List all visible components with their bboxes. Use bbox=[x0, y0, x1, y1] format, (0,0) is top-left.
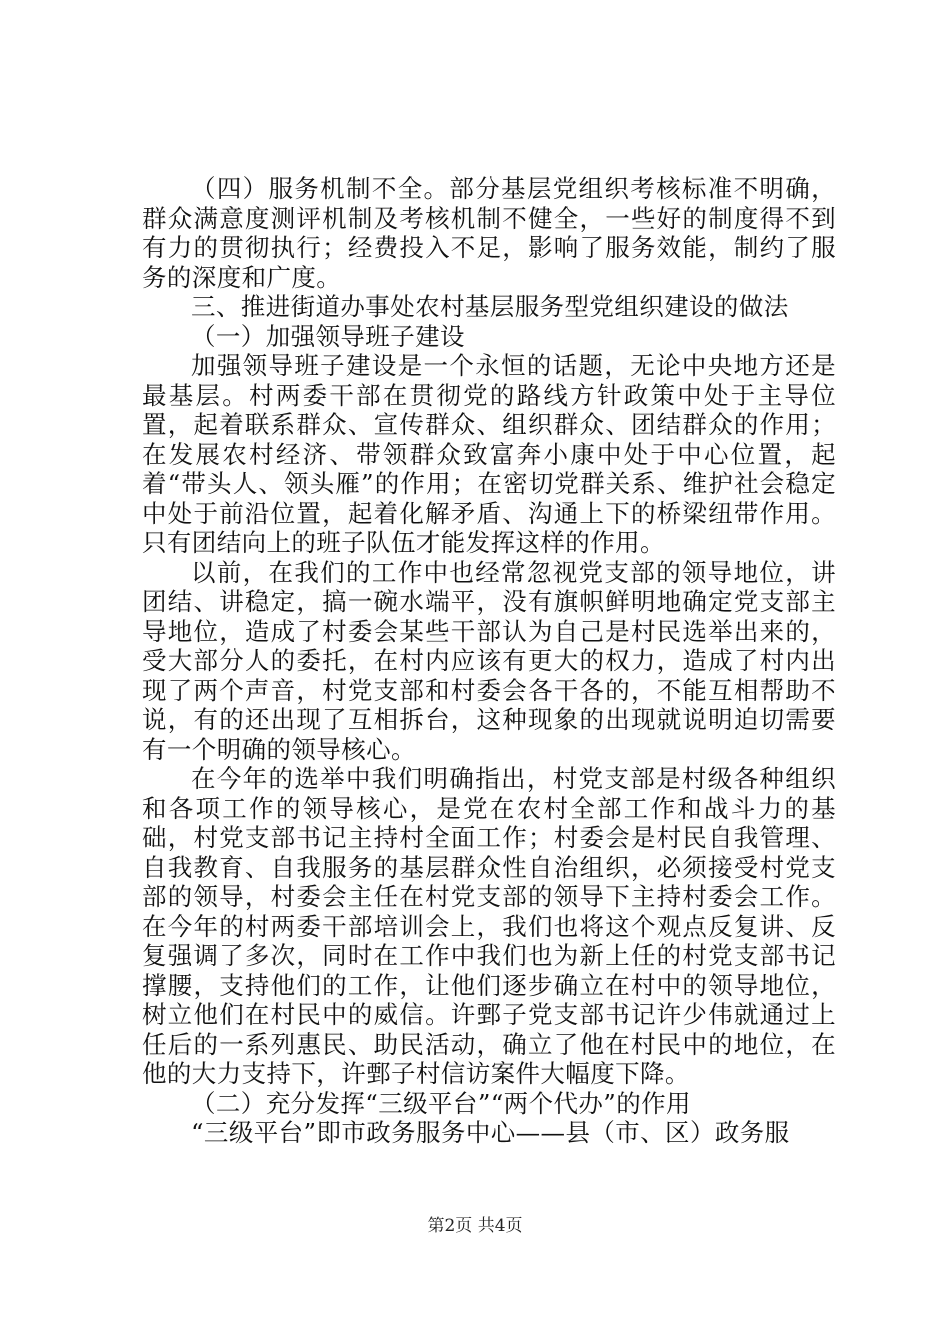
paragraph-past-problems: 以前，在我们的工作中也经常忽视党支部的领导地位，讲团结、讲稳定，搞一碗水端平，没有旗帜鲜明地确定党支部主导地位，造成了村委会某些干部认为自己是村民选举出来的，受大部分人的委托，在村内应该有更大的权力，造成了村内出现了两个声音，村党支部和村委会各干各的，不能互相帮助不说，有的还出现了互相拆台，这种现象的出现就说明迫切需要有一个明确的领导核心。 bbox=[142, 557, 836, 764]
paragraph-election: 在今年的选举中我们明确指出，村党支部是村级各种组织和各项工作的领导核心，是党在农村全部工作和战斗力的基础，村党支部书记主持村全面工作；村委会是村民自我管理、自我教育、自我服务的基层群众性自治组织，必须接受村党支部的领导，村委会主任在村党支部的领导下主持村委会工作。在今年的村两委干部培训会上，我们也将这个观点反复讲、反复强调了多次，同时在工作中我们也为新上任的村党支部书记撑腰，支持他们的工作，让他们逐步确立在村中的领导地位，树立他们在村民中的威信。许鄄子党支部书记许少伟就通过上任后的一系列惠民、助民活动，确立了他在村民中的地位，在他的大力支持下，许鄄子村信访案件大幅度下降。 bbox=[142, 764, 836, 1088]
subheading-leadership: （一）加强领导班子建设 bbox=[191, 321, 465, 351]
section-heading-three: 三、推进街道办事处农村基层服务型党组织建设的做法 bbox=[191, 292, 789, 321]
page-number-footer: 第2页 共4页 bbox=[427, 1216, 523, 1236]
paragraph-leadership-importance: 加强领导班子建设是一个永恒的话题，无论中央地方还是最基层。村两委干部在贯彻党的路线方针政策中处于主导位置，起着联系群众、宣传群众、组织群众、团结群众的作用；在发展农村经济、带领群众致富奔小康中处于中心位置，起着“带头人、领头雁”的作用；在密切党群关系、维护社会稳定中处于前沿位置，起着化解矛盾、沟通上下的桥梁纽带作用。只有团结向上的班子队伍才能发挥这样的作用。 bbox=[142, 351, 836, 557]
document-body bbox=[142, 174, 836, 1148]
paragraph-three-level-platform: “三级平台”即市政务服务中心——县（市、区）政务服 bbox=[191, 1118, 790, 1147]
subheading-platforms: （二）充分发挥“三级平台”“两个代办”的作用 bbox=[191, 1088, 691, 1118]
paragraph-service-mechanism: （四）服务机制不全。部分基层党组织考核标准不明确，群众满意度测评机制及考核机制不健全，一些好的制度得不到有力的贯彻执行；经费投入不足，影响了服务效能，制约了服务的深度和广度。 bbox=[142, 174, 836, 292]
